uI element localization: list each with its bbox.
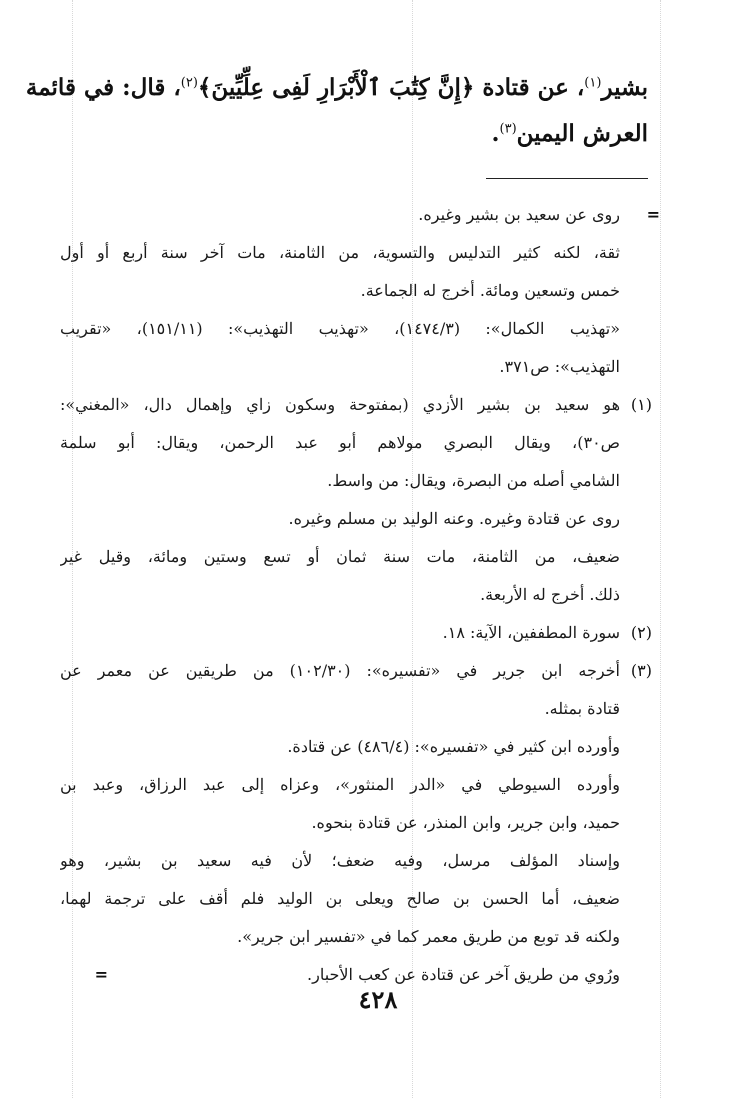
footnote-number-2: (٢) bbox=[630, 623, 652, 642]
footnote-ref-1: (١) bbox=[584, 75, 602, 91]
footnote-line: وأورده السيوطي في «الدر المنثور»، وعزاه إلى عبد الرزاق، وعبد بن bbox=[60, 775, 620, 794]
quran-verse: ﴿إِنَّ كِتَٰبَ ٱلْأَبْرَارِ لَفِى عِلِّيِّينَ﴾ bbox=[197, 74, 475, 101]
footnote-line: روى عن قتادة وغيره. وعنه الوليد بن مسلم وغيره. bbox=[288, 509, 620, 528]
main-text-segment: ، قال: في قائمة bbox=[25, 74, 181, 101]
footnote-ref-2: (٢) bbox=[180, 75, 198, 91]
footnote-line: حميد، وابن جرير، وابن المنذر، عن قتادة بنحوه. bbox=[311, 813, 620, 832]
footnote-line: روى عن سعيد بن بشير وغيره. bbox=[418, 205, 620, 224]
footnote-line: قتادة بمثله. bbox=[544, 699, 620, 718]
footnote-line: وأورده ابن كثير في «تفسيره»: (٤٨٦/٤) عن قتادة. bbox=[287, 737, 620, 756]
footnote-line: ضعيف، من الثامنة، مات سنة ثمان أو تسع وستين ومائة، وقيل غير bbox=[60, 547, 620, 566]
footnote-number-3: (٣) bbox=[630, 661, 652, 680]
footnote-line: وإسناد المؤلف مرسل، وفيه ضعف؛ لأن فيه سعيد بن بشير، وهو bbox=[60, 851, 620, 870]
main-text-line-1 bbox=[25, 66, 648, 110]
footnote-line: ولكنه قد توبع من طريق معمر كما في «تفسير ابن جرير». bbox=[237, 927, 620, 946]
main-text-segment: . bbox=[491, 120, 500, 147]
page-number: ٤٢٨ bbox=[358, 985, 398, 1014]
main-text-line-2 bbox=[48, 112, 648, 156]
footnote-line: ضعيف، أما الحسن بن صالح ويعلى بن الوليد فلم أقف على ترجمة لهما، bbox=[60, 889, 620, 908]
footnote-line: ذلك. أخرج له الأربعة. bbox=[480, 585, 620, 604]
main-text-segment: بشير bbox=[601, 74, 648, 101]
main-text-segment: ، عن قتادة bbox=[474, 74, 585, 101]
footnote-line: ثقة، لكنه كثير التدليس والتسوية، من الثامنة، مات آخر سنة أربع أو أول bbox=[60, 243, 620, 262]
footnote-line: خمس وتسعين ومائة. أخرج له الجماعة. bbox=[360, 281, 620, 300]
continuation-mark: = bbox=[646, 205, 660, 224]
footnote-line: هو سعيد بن بشير الأزدي (بمفتوحة وسكون زاي وإهمال دال، «المغني»: bbox=[60, 395, 620, 414]
continuation-mark: = bbox=[94, 965, 108, 984]
main-text-segment: العرش اليمين bbox=[516, 120, 648, 147]
footnote-line: أخرجه ابن جرير في «تفسيره»: (١٠٢/٣٠) من طريقين عن معمر عن bbox=[60, 661, 620, 680]
footnote-line: سورة المطففين، الآية: ١٨. bbox=[442, 623, 620, 642]
footnote-line: الشامي أصله من البصرة، ويقال: من واسط. bbox=[327, 471, 620, 490]
footnote-line: ص٣٠)، ويقال البصري مولاهم أبو عبد الرحمن، ويقال: أبو سلمة bbox=[60, 433, 620, 452]
footnote-separator bbox=[486, 178, 648, 179]
footnote-line: «تهذيب الكمال»: (١٤٧٤/٣)، «تهذيب التهذيب»: (١٥١/١١)، «تقريب bbox=[60, 319, 620, 338]
footnote-line: التهذيب»: ص٣٧١. bbox=[499, 357, 620, 376]
footnote-number-1: (١) bbox=[630, 395, 652, 414]
footnote-line: ورُوي من طريق آخر عن قتادة عن كعب الأحبار. bbox=[307, 965, 620, 984]
scan-guide bbox=[660, 0, 661, 1098]
footnote-ref-3: (٣) bbox=[499, 121, 517, 137]
